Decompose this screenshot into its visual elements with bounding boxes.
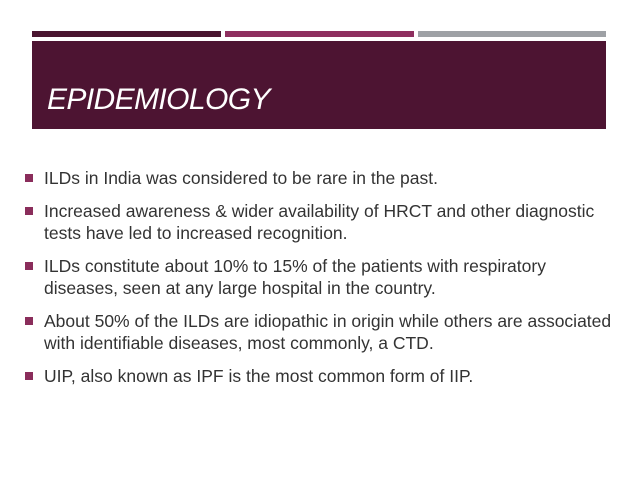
top-accent-bar-left: [32, 31, 221, 37]
top-accent-bar-right: [418, 31, 606, 37]
square-bullet-icon: [25, 372, 33, 380]
square-bullet-icon: [25, 174, 33, 182]
bullet-text: About 50% of the ILDs are idiopathic in origin while others are associated with identifiable diseases, most commonly, a CTD.: [44, 310, 612, 353]
bullet-item: [22, 255, 612, 300]
top-accent-bar-middle: [225, 31, 414, 37]
bullet-text: UIP, also known as IPF is the most common form of IIP.: [44, 365, 474, 386]
slide-title: EPIDEMIOLOGY: [47, 83, 270, 116]
bullet-item: [22, 200, 612, 245]
bullet-item: [22, 310, 612, 355]
title-band: [32, 41, 606, 129]
square-bullet-icon: [25, 207, 33, 215]
bullet-list: [22, 167, 612, 397]
bullet-text: Increased awareness & wider availability of HRCT and other diagnostic tests have led to increased recognition.: [44, 200, 595, 243]
square-bullet-icon: [25, 262, 33, 270]
square-bullet-icon: [25, 317, 33, 325]
bullet-text: ILDs constitute about 10% to 15% of the patients with respiratory diseases, seen at any large hospital in the country.: [44, 255, 546, 298]
bullet-item: [22, 167, 612, 190]
bullet-text: ILDs in India was considered to be rare in the past.: [44, 168, 438, 188]
bullet-item: [22, 365, 612, 388]
